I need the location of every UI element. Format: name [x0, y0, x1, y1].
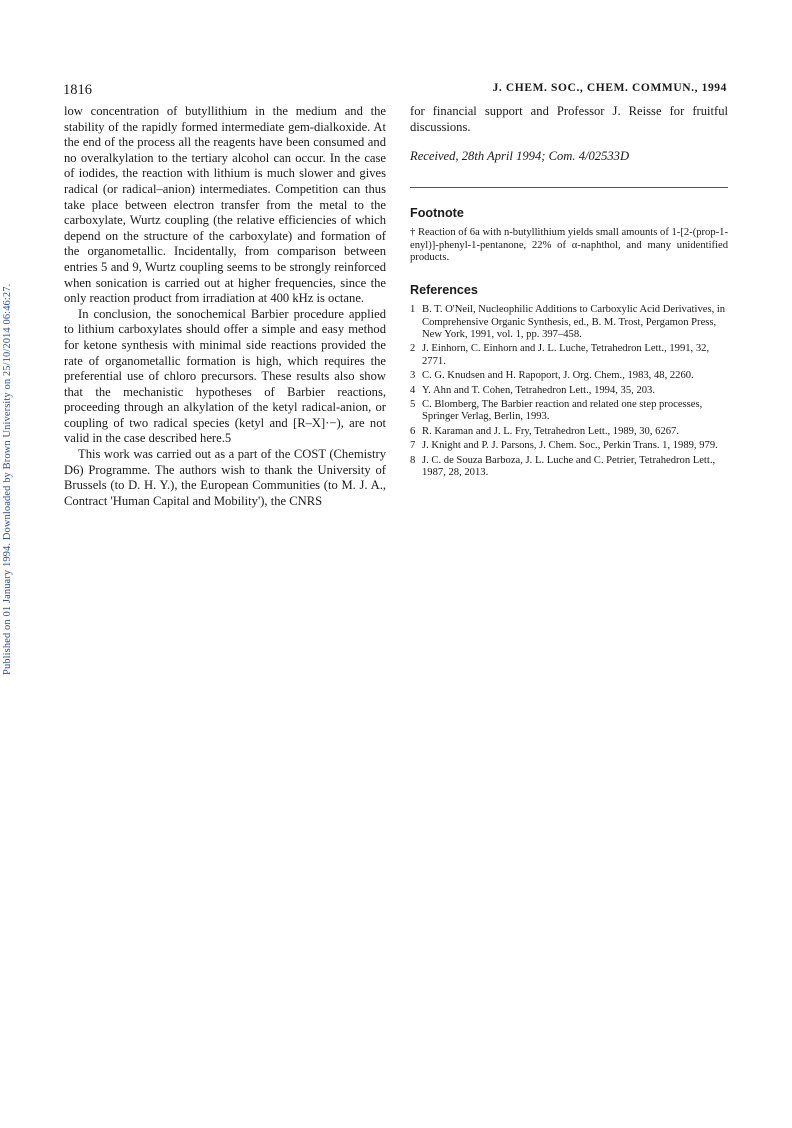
right-column [410, 104, 728, 481]
page-number: 1816 [63, 82, 92, 98]
reference-number: 1 [410, 304, 416, 316]
reference-item [410, 385, 728, 397]
received-line: Received, 28th April 1994; Com. 4/02533D [410, 149, 630, 164]
reference-text: Y. Ahn and T. Cohen, Tetrahedron Lett., 1994, 35, 203. [422, 384, 655, 396]
reference-number: 5 [410, 399, 416, 411]
reference-item [410, 426, 728, 438]
reference-text: C. G. Knudsen and H. Rapoport, J. Org. Chem., 1983, 48, 2260. [422, 370, 694, 382]
journal-header: J. CHEM. SOC., CHEM. COMMUN., 1994 [492, 82, 727, 94]
download-watermark: Published on 01 January 1994. Downloaded by Brown University on 25/10/2014 06:46:27. [2, 283, 13, 675]
body-paragraph: low concentration of butyllithium in the medium and the stability of the rapidly formed intermediate gem-dialkoxide. At the end of the process all the reagents have been consumed and no overalkylation to the tertiary alcohol can occur. In the case of iodides, the reaction with lithium is much slower and gives radical (or radical–anion) intermediates. Competition can thus take place between electron transfer from the metal to the carboxylate, Wurtz coupling (the relative efficiencies of which depend on the structure of the carboxylate) and formation of the organometallic. Incidentally, from comparison between entries 5 and 9, Wurtz coupling seems to be strongly reinforced when sonication is carried out at higher frequencies, since the only reaction product from irradiation at 400 kHz is octane. [64, 104, 386, 306]
acknowledgement-paragraph: This work was carried out as a part of the COST (Chemistry D6) Programme. The authors wish to thank the University of Brussels (to D. H. Y.), the European Communities (to M. J. A., Contract 'Human Capital and Mobility'), the CNRS [64, 447, 386, 508]
reference-text: J. Knight and P. J. Parsons, J. Chem. Soc., Perkin Trans. 1, 1989, 979. [422, 440, 718, 452]
reference-item [410, 455, 728, 480]
reference-text: C. Blomberg, The Barbier reaction and related one step processes, Springer Verlag, Berlin, 1993. [422, 399, 703, 423]
body-paragraph: In conclusion, the sonochemical Barbier procedure applied to lithium carboxylates should offer a simple and easy method for ketone synthesis with minimal side reactions provided the rate of organometallic formation is high, which requires the preferential use of chloro precursors. These results also show that the mechanistic hypotheses of Barbier reactions, proceeding through an alkylation of the ketyl radical-anion, or coupling of two radical species (ketyl and [R–X]·−), are not valid in the case described here.5 [64, 306, 386, 446]
left-column [64, 104, 386, 509]
reference-number: 6 [410, 425, 416, 437]
reference-number: 3 [410, 370, 416, 382]
reference-item [410, 343, 728, 368]
reference-number: 4 [410, 384, 416, 396]
reference-item [410, 304, 728, 341]
reference-number: 8 [410, 454, 416, 466]
references-heading: References [410, 282, 478, 297]
reference-text: J. C. de Souza Barboza, J. L. Luche and C. Petrier, Tetrahedron Lett., 1987, 28, 2013. [422, 454, 716, 479]
reference-number: 2 [410, 343, 416, 355]
reference-number: 7 [410, 440, 416, 452]
section-divider [410, 187, 728, 188]
reference-item [410, 440, 728, 452]
reference-item [410, 370, 728, 382]
reference-text: R. Karaman and J. L. Fry, Tetrahedron Lett., 1989, 30, 6267. [422, 425, 679, 437]
reference-text: B. T. O'Neil, Nucleophilic Additions to Carboxylic Acid Derivatives, in Comprehensive Organic Synthesis, ed., B. M. Trost, Pergamon Press, New York, 1991, vol. 1, pp. 397–458. [422, 304, 726, 340]
reference-text: J. Einhorn, C. Einhorn and J. L. Luche, Tetrahedron Lett., 1991, 32, 2771. [422, 343, 710, 367]
reference-list [410, 304, 728, 479]
reference-item [410, 399, 728, 424]
footnote-text: † Reaction of 6a with n-butyllithium yields small amounts of 1-[2-(prop-1-enyl)]-phenyl-1-pentanone, 22% of α-naphthol, and many unidentified products. [410, 227, 728, 264]
footnote-heading: Footnote [410, 205, 464, 220]
acknowledgement-continuation: for financial support and Professor J. Reisse for fruitful discussions. [410, 104, 728, 134]
